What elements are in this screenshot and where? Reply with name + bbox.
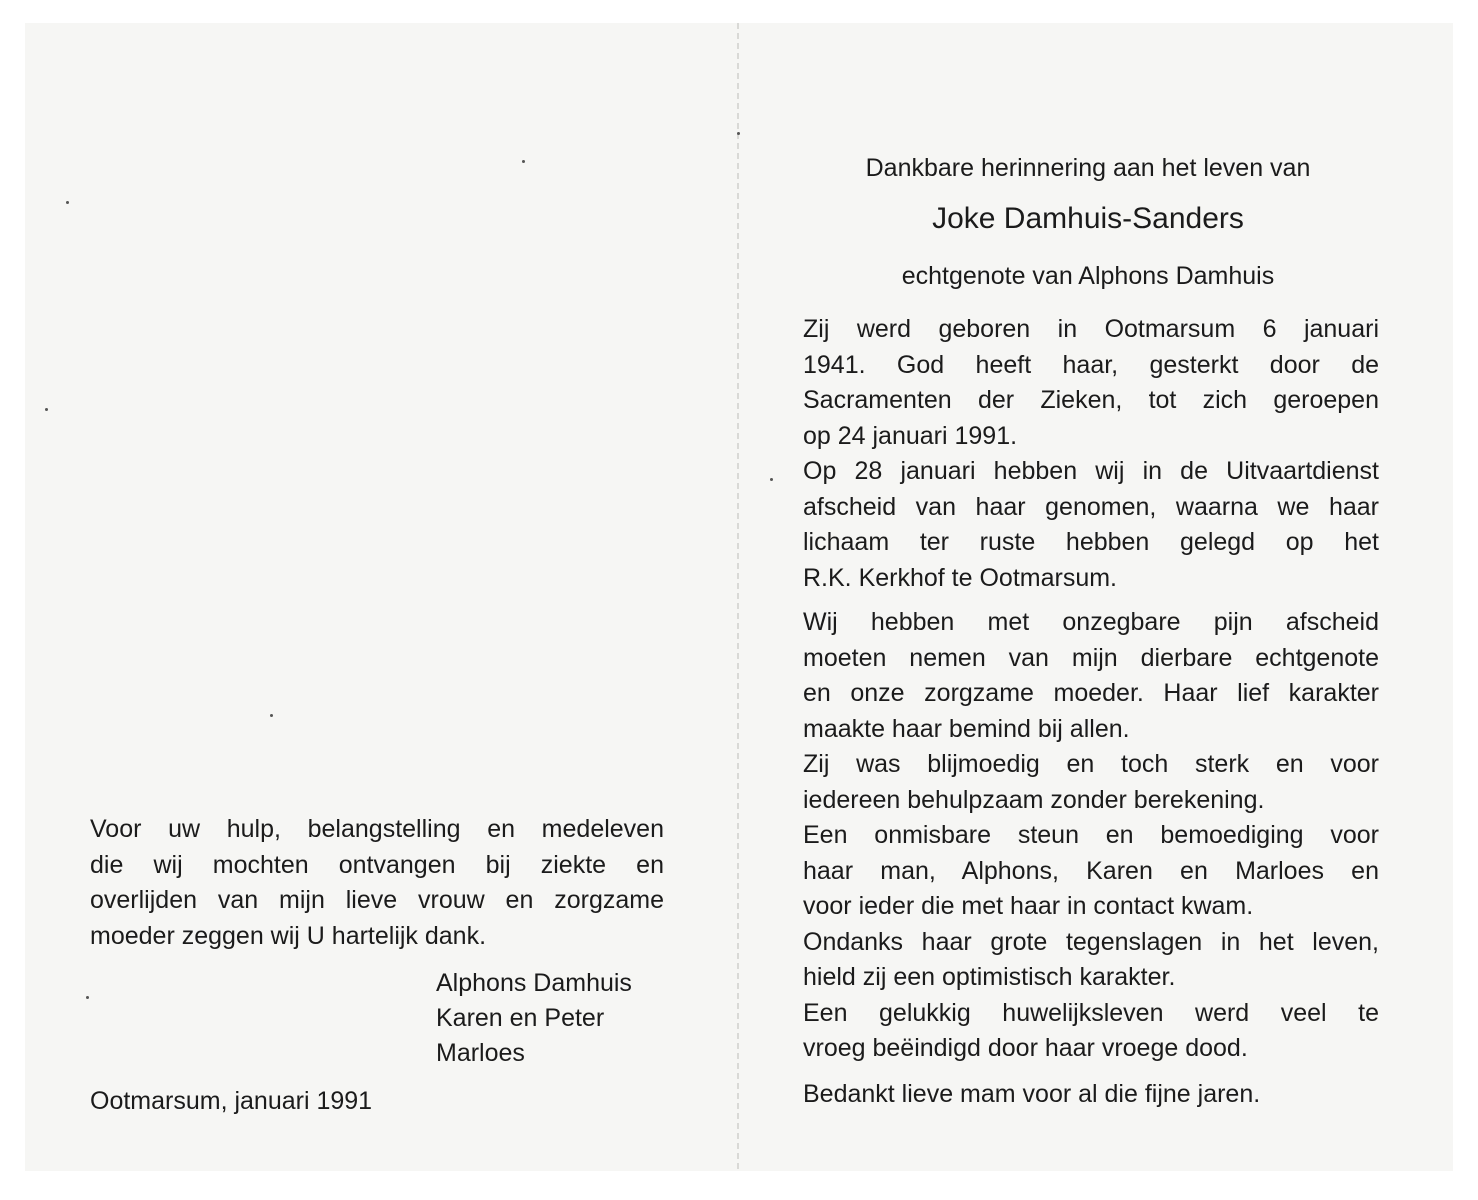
- text-line: Op 28 januari hebben wij in de Uitvaartdienst: [803, 457, 1379, 485]
- text-line: Sacramenten der Zieken, tot zich geroepen: [803, 386, 1379, 414]
- text-line: Bedankt lieve mam voor al die fijne jaren.: [803, 1080, 1261, 1108]
- card-fold-line: [737, 23, 739, 1171]
- paper-speck: [270, 714, 273, 717]
- signatory: Marloes: [436, 1039, 525, 1067]
- paper-speck: [66, 201, 69, 204]
- text-line: op 24 januari 1991.: [803, 421, 1018, 450]
- deceased-name: Joke Damhuis-Sanders: [932, 202, 1244, 235]
- text-line: haar man, Alphons, Karen en Marloes en: [803, 856, 1379, 885]
- text-line: maakte haar bemind bij allen.: [803, 714, 1130, 743]
- text-line: hield zij een optimistisch karakter.: [803, 963, 1176, 991]
- thanks-line: overlijden van mijn lieve vrouw en zorgzame: [90, 886, 664, 914]
- paper-speck: [770, 478, 773, 481]
- text-line: Wij hebben met onzegbare pijn afscheid: [803, 608, 1379, 636]
- thanks-line: die wij mochten ontvangen bij ziekte en: [90, 850, 664, 879]
- closing-line: [803, 1077, 1379, 1113]
- text-line: en onze zorgzame moeder. Haar lief karakter: [803, 679, 1379, 707]
- text-line: lichaam ter ruste hebben gelegd op het: [803, 528, 1379, 556]
- biography-paragraph: [803, 312, 1379, 596]
- text-line: voor ieder die met haar in contact kwam.: [803, 892, 1254, 920]
- thanks-line: Voor uw hulp, belangstelling en medeleven: [90, 815, 664, 843]
- thanks-line: moeder zeggen wij U hartelijk dank.: [90, 921, 487, 950]
- paper-speck: [737, 132, 740, 135]
- place-date: Ootmarsum, januari 1991: [90, 1087, 373, 1115]
- text-line: iedereen behulpzaam zonder berekening.: [803, 785, 1265, 814]
- text-line: moeten nemen van mijn dierbare echtgenote: [803, 643, 1379, 672]
- paper-speck: [45, 408, 48, 411]
- text-line: R.K. Kerkhof te Ootmarsum.: [803, 563, 1117, 592]
- intro-heading: Dankbare herinnering aan het leven van: [865, 154, 1311, 182]
- thanks-message: [90, 812, 664, 954]
- signatory: Alphons Damhuis: [436, 969, 632, 997]
- text-line: Een onmisbare steun en bemoediging voor: [803, 821, 1379, 849]
- paper-speck: [522, 160, 525, 163]
- text-line: 1941. God heeft haar, gesterkt door de: [803, 350, 1379, 379]
- text-line: Een gelukkig huwelijksleven werd veel te: [803, 998, 1379, 1027]
- spouse-line: echtgenote van Alphons Damhuis: [901, 262, 1275, 290]
- text-line: Zij werd geboren in Ootmarsum 6 januari: [803, 315, 1379, 343]
- tribute-paragraph: [803, 605, 1379, 1067]
- text-line: Zij was blijmoedig en toch sterk en voor: [803, 750, 1379, 778]
- signatory: Karen en Peter: [436, 1004, 605, 1032]
- text-line: Ondanks haar grote tegenslagen in het leven,: [803, 927, 1379, 956]
- paper-speck: [86, 996, 89, 999]
- signatories: [436, 966, 632, 1071]
- text-line: vroeg beëindigd door haar vroege dood.: [803, 1034, 1248, 1062]
- text-line: afscheid van haar genomen, waarna we haar: [803, 492, 1379, 521]
